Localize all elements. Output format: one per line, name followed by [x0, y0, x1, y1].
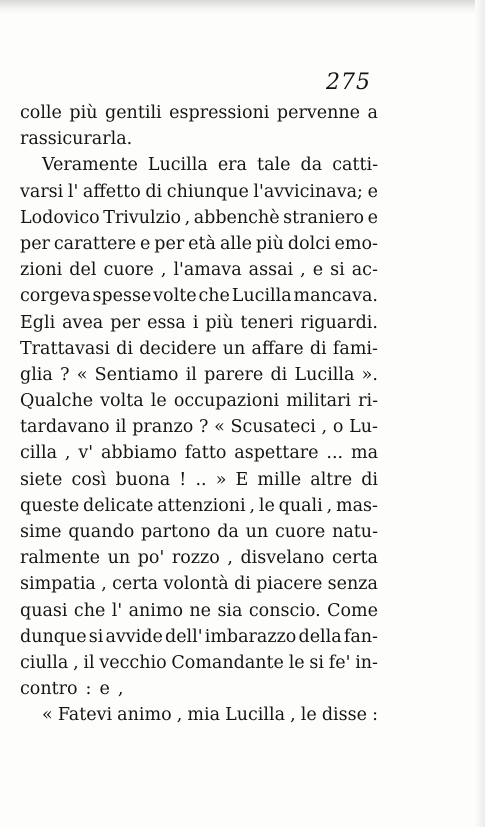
- word: l': [67, 181, 79, 202]
- text-line: [20, 624, 378, 650]
- word: più: [205, 312, 234, 333]
- word: contro: [20, 679, 78, 700]
- text-line: [20, 467, 378, 493]
- word: vecchio: [99, 652, 167, 673]
- word: mancava.: [293, 286, 378, 307]
- word: catti-: [332, 155, 378, 176]
- word: le: [150, 391, 167, 412]
- text-line: [20, 231, 378, 257]
- word: gentili: [105, 103, 162, 123]
- word: «: [76, 364, 88, 385]
- word: corgeva: [20, 286, 91, 307]
- word: ,: [176, 705, 183, 726]
- word: Trattavasi: [20, 338, 110, 359]
- word: disse: [321, 705, 367, 726]
- word: :: [85, 679, 92, 700]
- word: attenzioni: [157, 495, 246, 516]
- word: ,: [326, 495, 333, 516]
- word: del: [69, 260, 97, 281]
- word: senza: [327, 574, 378, 595]
- word: espressioni: [169, 103, 270, 123]
- word: ac-: [351, 260, 378, 281]
- word: partono: [141, 522, 211, 542]
- word: un: [245, 522, 269, 542]
- word: quando: [68, 522, 135, 542]
- word: il: [83, 652, 95, 673]
- word: militari: [286, 391, 352, 412]
- text-line: [20, 126, 378, 152]
- word: «: [214, 417, 225, 438]
- word: rassicurarla.: [20, 129, 133, 150]
- word: della: [298, 626, 342, 647]
- word: «: [42, 705, 53, 726]
- word: abbiamo: [100, 443, 177, 464]
- word: Come: [327, 600, 378, 621]
- word: decidere: [139, 338, 217, 359]
- word: Lucilla: [294, 364, 355, 385]
- word: si: [309, 652, 324, 673]
- word: piacere: [256, 574, 323, 595]
- word: delicate: [83, 495, 154, 516]
- word: mille: [257, 469, 302, 490]
- word: pervenne: [276, 103, 360, 123]
- word: mas-: [335, 495, 378, 516]
- word: così: [71, 469, 107, 490]
- word: colle: [20, 103, 62, 123]
- word: altre: [310, 469, 353, 490]
- word: e: [99, 679, 110, 700]
- text-line: [20, 519, 378, 545]
- text-line: [20, 414, 378, 440]
- word: che: [198, 286, 230, 307]
- word: di: [145, 181, 163, 202]
- word: animo: [128, 600, 183, 621]
- word: mia: [187, 705, 220, 726]
- word: queste: [20, 495, 80, 516]
- word: aspettare: [234, 443, 319, 464]
- text-line: [20, 598, 378, 624]
- word: simpatia: [20, 574, 96, 595]
- word: essa: [147, 312, 186, 333]
- text-line: [20, 283, 378, 309]
- word: l': [111, 600, 123, 621]
- word: ,: [117, 679, 124, 700]
- word: e: [140, 233, 151, 254]
- word: ,: [73, 652, 79, 673]
- word: Lucilla: [231, 286, 292, 307]
- word: ,: [249, 495, 256, 516]
- text-line: [20, 362, 378, 388]
- word: di: [234, 574, 251, 595]
- word: da: [217, 522, 239, 542]
- word: le: [300, 705, 317, 726]
- word: o: [332, 417, 344, 438]
- word: ri-: [358, 391, 378, 412]
- word: le: [258, 495, 275, 516]
- word: siete: [20, 469, 63, 490]
- word: fatto: [184, 443, 227, 464]
- word: da: [300, 155, 323, 176]
- word: assai: [248, 260, 294, 281]
- word: »: [215, 469, 227, 490]
- text-line: [20, 676, 378, 702]
- text-line: [20, 571, 378, 597]
- word: ,: [64, 443, 71, 464]
- text-line: [20, 310, 378, 336]
- page-top-edge: [0, 0, 485, 14]
- word: per: [110, 312, 141, 333]
- word: ,: [290, 705, 296, 726]
- word: volontà: [163, 574, 229, 595]
- word: di: [309, 338, 327, 359]
- word: ,: [160, 260, 167, 281]
- text-line: [20, 100, 378, 126]
- word: di: [270, 364, 288, 385]
- word: età: [188, 233, 216, 254]
- word: cuore: [103, 260, 154, 281]
- word: po': [137, 548, 165, 569]
- word: ,: [300, 260, 306, 281]
- word: avvide: [105, 626, 163, 647]
- word: v': [78, 443, 94, 464]
- word: affare: [251, 338, 304, 359]
- word: fami-: [332, 338, 378, 359]
- word: ?: [60, 364, 70, 385]
- word: si: [88, 626, 104, 647]
- word: volte: [153, 286, 197, 307]
- word: buona: [115, 469, 171, 490]
- word: ...: [326, 443, 344, 464]
- word: straniero: [283, 207, 365, 228]
- text-line: [20, 440, 378, 466]
- word: varsi: [20, 181, 64, 202]
- word: cuore: [274, 522, 326, 542]
- text-line: [20, 388, 378, 414]
- word: un: [107, 548, 131, 569]
- word: ?: [198, 417, 209, 438]
- word: parere: [204, 364, 264, 385]
- text-line: [20, 493, 378, 519]
- word: glia: [20, 364, 53, 385]
- word: per: [154, 233, 185, 254]
- word: disvelano: [240, 548, 325, 569]
- text-line: [20, 152, 378, 178]
- word: occupazioni: [173, 391, 280, 412]
- word: più: [69, 103, 98, 123]
- word: dell': [165, 626, 203, 647]
- word: quali: [278, 495, 323, 516]
- word: fe': [328, 652, 351, 673]
- word: sia: [217, 600, 243, 621]
- word: certa: [112, 574, 159, 595]
- word: natu-: [332, 522, 378, 542]
- text-line: [20, 702, 378, 728]
- word: cilla: [20, 443, 58, 464]
- word: E: [235, 469, 249, 490]
- word: sime: [20, 522, 62, 542]
- word: e: [367, 181, 378, 202]
- word: volta: [100, 391, 144, 412]
- word: e: [367, 207, 378, 228]
- word: un: [222, 338, 246, 359]
- word: dunque: [20, 626, 87, 647]
- word: tale: [257, 155, 291, 176]
- word: si: [330, 260, 345, 281]
- word: per: [20, 233, 50, 254]
- text-line: [20, 336, 378, 362]
- word: il: [185, 364, 197, 385]
- word: chiunque: [166, 181, 249, 202]
- word: animo: [117, 705, 172, 726]
- word: ma: [350, 443, 378, 464]
- text-line: [20, 650, 378, 676]
- word: l'avvicinava;: [253, 181, 363, 202]
- word: !: [179, 469, 187, 490]
- word: il: [115, 417, 127, 438]
- word: Fatevi: [57, 705, 113, 726]
- word: Trivulzio: [103, 207, 182, 228]
- word: quasi: [20, 600, 68, 621]
- word: pranzo: [132, 417, 194, 438]
- word: ,: [227, 548, 233, 569]
- word: imbarazzo: [204, 626, 297, 647]
- word: ,: [101, 574, 107, 595]
- word: le: [288, 652, 305, 673]
- text-line: [20, 205, 378, 231]
- word: emo-: [334, 233, 378, 254]
- word: Lu-: [349, 417, 378, 438]
- word: di: [361, 469, 378, 490]
- word: fan-: [343, 626, 378, 647]
- word: Egli: [20, 312, 56, 333]
- word: ciulla: [20, 652, 69, 673]
- word: dolci: [287, 233, 331, 254]
- word: Scusateci: [230, 417, 316, 438]
- word: più: [255, 233, 284, 254]
- word: :: [372, 705, 378, 726]
- page-right-edge: [475, 0, 485, 827]
- word: riguardi.: [300, 312, 378, 333]
- word: carattere: [53, 233, 137, 254]
- text-line: [20, 179, 378, 205]
- word: zioni: [20, 260, 63, 281]
- word: alle: [219, 233, 252, 254]
- word: ne: [189, 600, 212, 621]
- word: affetto: [82, 181, 141, 202]
- word: Lucilla: [147, 155, 208, 176]
- word: conscio.: [248, 600, 321, 621]
- page-number: 275: [326, 70, 371, 95]
- word: in-: [355, 652, 378, 673]
- word: teneri: [240, 312, 294, 333]
- word: e: [312, 260, 324, 281]
- word: Sentiamo: [94, 364, 179, 385]
- word: ralmente: [20, 548, 101, 569]
- word: Veramente: [42, 155, 138, 176]
- word: Comandante: [171, 652, 284, 673]
- word: Qualche: [20, 391, 94, 412]
- word: spesse: [92, 286, 152, 307]
- word: era: [217, 155, 247, 176]
- word: ».: [361, 364, 378, 385]
- word: tardavano: [20, 417, 110, 438]
- word: Lodovico: [20, 207, 100, 228]
- word: Lucilla: [225, 705, 286, 726]
- word: l'amava: [173, 260, 242, 281]
- word: ,: [184, 207, 191, 228]
- word: ,: [321, 417, 328, 438]
- word: rozzo: [171, 548, 220, 569]
- text-line: [20, 257, 378, 283]
- word: certa: [331, 548, 378, 569]
- word: i: [192, 312, 199, 333]
- text-line: [20, 545, 378, 571]
- word: di: [116, 338, 133, 359]
- word: abbenchè: [193, 207, 280, 228]
- word: avea: [62, 312, 104, 333]
- word: che: [73, 600, 106, 621]
- body-text: [20, 100, 378, 729]
- word: a: [367, 103, 378, 123]
- word: ..: [195, 469, 207, 490]
